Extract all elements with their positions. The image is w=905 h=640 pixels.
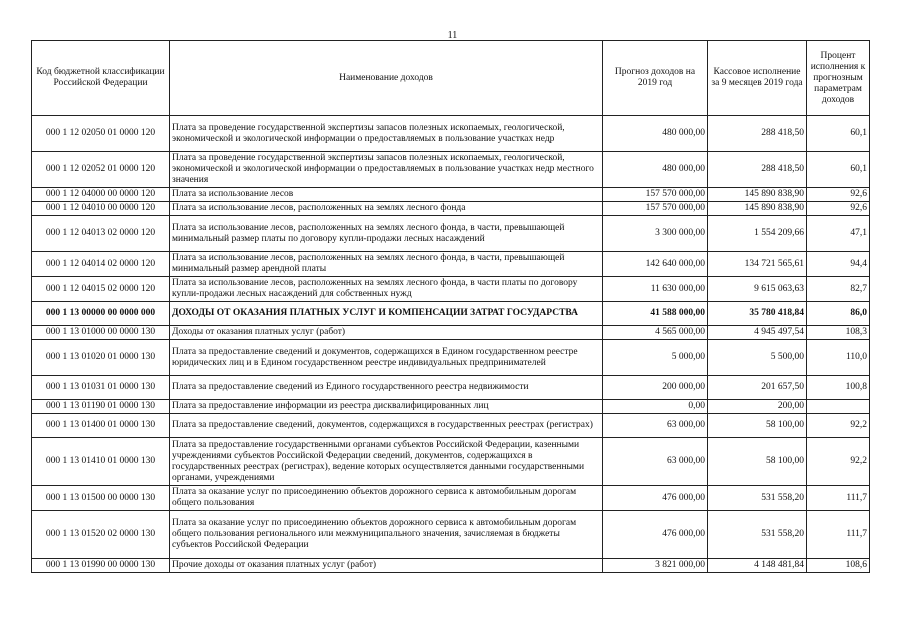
cell-forecast: 3 300 000,00 — [603, 216, 708, 252]
cell-percent — [807, 400, 870, 414]
cell-percent: 92,2 — [807, 438, 870, 486]
cell-forecast: 0,00 — [603, 400, 708, 414]
cell-forecast: 476 000,00 — [603, 511, 708, 559]
cell-percent: 82,7 — [807, 277, 870, 302]
cell-execution: 134 721 565,61 — [708, 252, 807, 277]
table-header-row — [32, 41, 870, 116]
cell-percent: 111,7 — [807, 511, 870, 559]
cell-name: Плата за предоставление сведений и документов, содержащихся в Едином государственном реестре юридических лиц и в Едином государственном реестре индивидуальных предпринимателей — [170, 340, 603, 376]
table-row — [32, 152, 870, 188]
cell-forecast: 11 630 000,00 — [603, 277, 708, 302]
cell-percent: 108,6 — [807, 559, 870, 573]
cell-code: 000 1 12 02052 01 0000 120 — [32, 152, 170, 188]
cell-percent: 47,1 — [807, 216, 870, 252]
cell-code: 000 1 12 02050 01 0000 120 — [32, 116, 170, 152]
cell-name: ДОХОДЫ ОТ ОКАЗАНИЯ ПЛАТНЫХ УСЛУГ И КОМПЕНСАЦИИ ЗАТРАТ ГОСУДАРСТВА — [170, 302, 603, 326]
table-row — [32, 340, 870, 376]
table-row — [32, 277, 870, 302]
cell-execution: 5 500,00 — [708, 340, 807, 376]
cell-percent: 100,8 — [807, 376, 870, 400]
table-row — [32, 216, 870, 252]
cell-name: Плата за предоставление сведений, документов, содержащихся в государственных реестрах (регистрах) — [170, 414, 603, 438]
header-execution: Кассовое исполнение за 9 месяцев 2019 года — [708, 41, 807, 116]
cell-execution: 58 100,00 — [708, 414, 807, 438]
cell-code: 000 1 13 01520 02 0000 130 — [32, 511, 170, 559]
cell-forecast: 41 588 000,00 — [603, 302, 708, 326]
cell-name: Плата за проведение государственной экспертизы запасов полезных ископаемых, геологической, экономической и экологической информации о предоставляемых в пользование участках недр — [170, 116, 603, 152]
cell-forecast: 142 640 000,00 — [603, 252, 708, 277]
cell-name: Плата за предоставление сведений из Единого государственного реестра недвижимости — [170, 376, 603, 400]
cell-code: 000 1 12 04013 02 0000 120 — [32, 216, 170, 252]
cell-percent: 86,0 — [807, 302, 870, 326]
cell-code: 000 1 12 04000 00 0000 120 — [32, 188, 170, 202]
cell-code: 000 1 13 01031 01 0000 130 — [32, 376, 170, 400]
cell-execution: 4 148 481,84 — [708, 559, 807, 573]
cell-code: 000 1 12 04015 02 0000 120 — [32, 277, 170, 302]
table-row — [32, 302, 870, 326]
table-row — [32, 202, 870, 216]
table-row — [32, 414, 870, 438]
table-row — [32, 252, 870, 277]
cell-name: Плата за проведение государственной экспертизы запасов полезных ископаемых, геологической, экономической и экологической информации о предоставляемых в пользование участках недр местного значения — [170, 152, 603, 188]
cell-code: 000 1 13 01000 00 0000 130 — [32, 326, 170, 340]
cell-execution: 201 657,50 — [708, 376, 807, 400]
cell-code: 000 1 13 01400 01 0000 130 — [32, 414, 170, 438]
cell-code: 000 1 13 01190 01 0000 130 — [32, 400, 170, 414]
cell-name: Плата за использование лесов — [170, 188, 603, 202]
cell-name: Плата за использование лесов, расположенных на землях лесного фонда, в части, превышающей минимальный размер арендной платы — [170, 252, 603, 277]
revenue-table — [31, 40, 870, 573]
cell-execution: 35 780 418,84 — [708, 302, 807, 326]
cell-name: Доходы от оказания платных услуг (работ) — [170, 326, 603, 340]
cell-name: Плата за использование лесов, расположенных на землях лесного фонда, в части, превышающей минимальный размер платы по договору купли-продажи лесных насаждений — [170, 216, 603, 252]
table-row — [32, 438, 870, 486]
cell-percent: 108,3 — [807, 326, 870, 340]
cell-forecast: 3 821 000,00 — [603, 559, 708, 573]
cell-percent: 94,4 — [807, 252, 870, 277]
cell-code: 000 1 13 01500 00 0000 130 — [32, 486, 170, 511]
cell-code: 000 1 12 04010 00 0000 120 — [32, 202, 170, 216]
table-row — [32, 116, 870, 152]
cell-code: 000 1 13 01990 00 0000 130 — [32, 559, 170, 573]
header-forecast: Прогноз доходов на 2019 год — [603, 41, 708, 116]
table-row — [32, 376, 870, 400]
cell-execution: 58 100,00 — [708, 438, 807, 486]
cell-code: 000 1 13 01410 01 0000 130 — [32, 438, 170, 486]
cell-execution: 145 890 838,90 — [708, 188, 807, 202]
cell-percent: 92,2 — [807, 414, 870, 438]
cell-execution: 531 558,20 — [708, 486, 807, 511]
cell-code: 000 1 13 00000 00 0000 000 — [32, 302, 170, 326]
cell-forecast: 63 000,00 — [603, 414, 708, 438]
cell-code: 000 1 13 01020 01 0000 130 — [32, 340, 170, 376]
cell-name: Плата за оказание услуг по присоединению объектов дорожного сервиса к автомобильным дорогам общего пользования регионального или межмуниципального значения, зачисляемая в бюджеты субъектов Российской Федерации — [170, 511, 603, 559]
cell-forecast: 200 000,00 — [603, 376, 708, 400]
header-percent: Процент исполнения к прогнозным параметрам доходов — [807, 41, 870, 116]
cell-execution: 531 558,20 — [708, 511, 807, 559]
cell-name: Плата за использование лесов, расположенных на землях лесного фонда, в части платы по договору купли-продажи лесных насаждений для собственных нужд — [170, 277, 603, 302]
cell-percent: 92,6 — [807, 202, 870, 216]
cell-execution: 4 945 497,54 — [708, 326, 807, 340]
cell-code: 000 1 12 04014 02 0000 120 — [32, 252, 170, 277]
page-number: 11 — [447, 30, 458, 41]
cell-forecast: 480 000,00 — [603, 152, 708, 188]
cell-execution: 288 418,50 — [708, 152, 807, 188]
table-row — [32, 326, 870, 340]
header-name: Наименование доходов — [170, 41, 603, 116]
cell-execution: 200,00 — [708, 400, 807, 414]
cell-forecast: 4 565 000,00 — [603, 326, 708, 340]
cell-execution: 145 890 838,90 — [708, 202, 807, 216]
cell-name: Плата за использование лесов, расположенных на землях лесного фонда — [170, 202, 603, 216]
cell-forecast: 157 570 000,00 — [603, 202, 708, 216]
cell-execution: 1 554 209,66 — [708, 216, 807, 252]
cell-name: Плата за предоставление информации из реестра дисквалифицированных лиц — [170, 400, 603, 414]
cell-execution: 9 615 063,63 — [708, 277, 807, 302]
table-row — [32, 559, 870, 573]
cell-forecast: 5 000,00 — [603, 340, 708, 376]
cell-forecast: 480 000,00 — [603, 116, 708, 152]
cell-percent: 60,1 — [807, 116, 870, 152]
cell-name: Плата за оказание услуг по присоединению объектов дорожного сервиса к автомобильным дорогам общего пользования — [170, 486, 603, 511]
cell-forecast: 63 000,00 — [603, 438, 708, 486]
cell-percent: 111,7 — [807, 486, 870, 511]
cell-forecast: 157 570 000,00 — [603, 188, 708, 202]
table-row — [32, 511, 870, 559]
table-row — [32, 188, 870, 202]
cell-forecast: 476 000,00 — [603, 486, 708, 511]
table-row — [32, 400, 870, 414]
cell-percent: 92,6 — [807, 188, 870, 202]
cell-percent: 110,0 — [807, 340, 870, 376]
cell-execution: 288 418,50 — [708, 116, 807, 152]
cell-percent: 60,1 — [807, 152, 870, 188]
cell-name: Плата за предоставление государственными органами субъектов Российской Федерации, казенными учреждениями субъектов Российской Федерации сведений, документов, содержащихся в государственных реестрах (регистрах), ведение которых осуществляется данными государственными органами, учреждениями — [170, 438, 603, 486]
header-code: Код бюджетной классификации Российской Федерации — [32, 41, 170, 116]
table-row — [32, 486, 870, 511]
cell-name: Прочие доходы от оказания платных услуг (работ) — [170, 559, 603, 573]
